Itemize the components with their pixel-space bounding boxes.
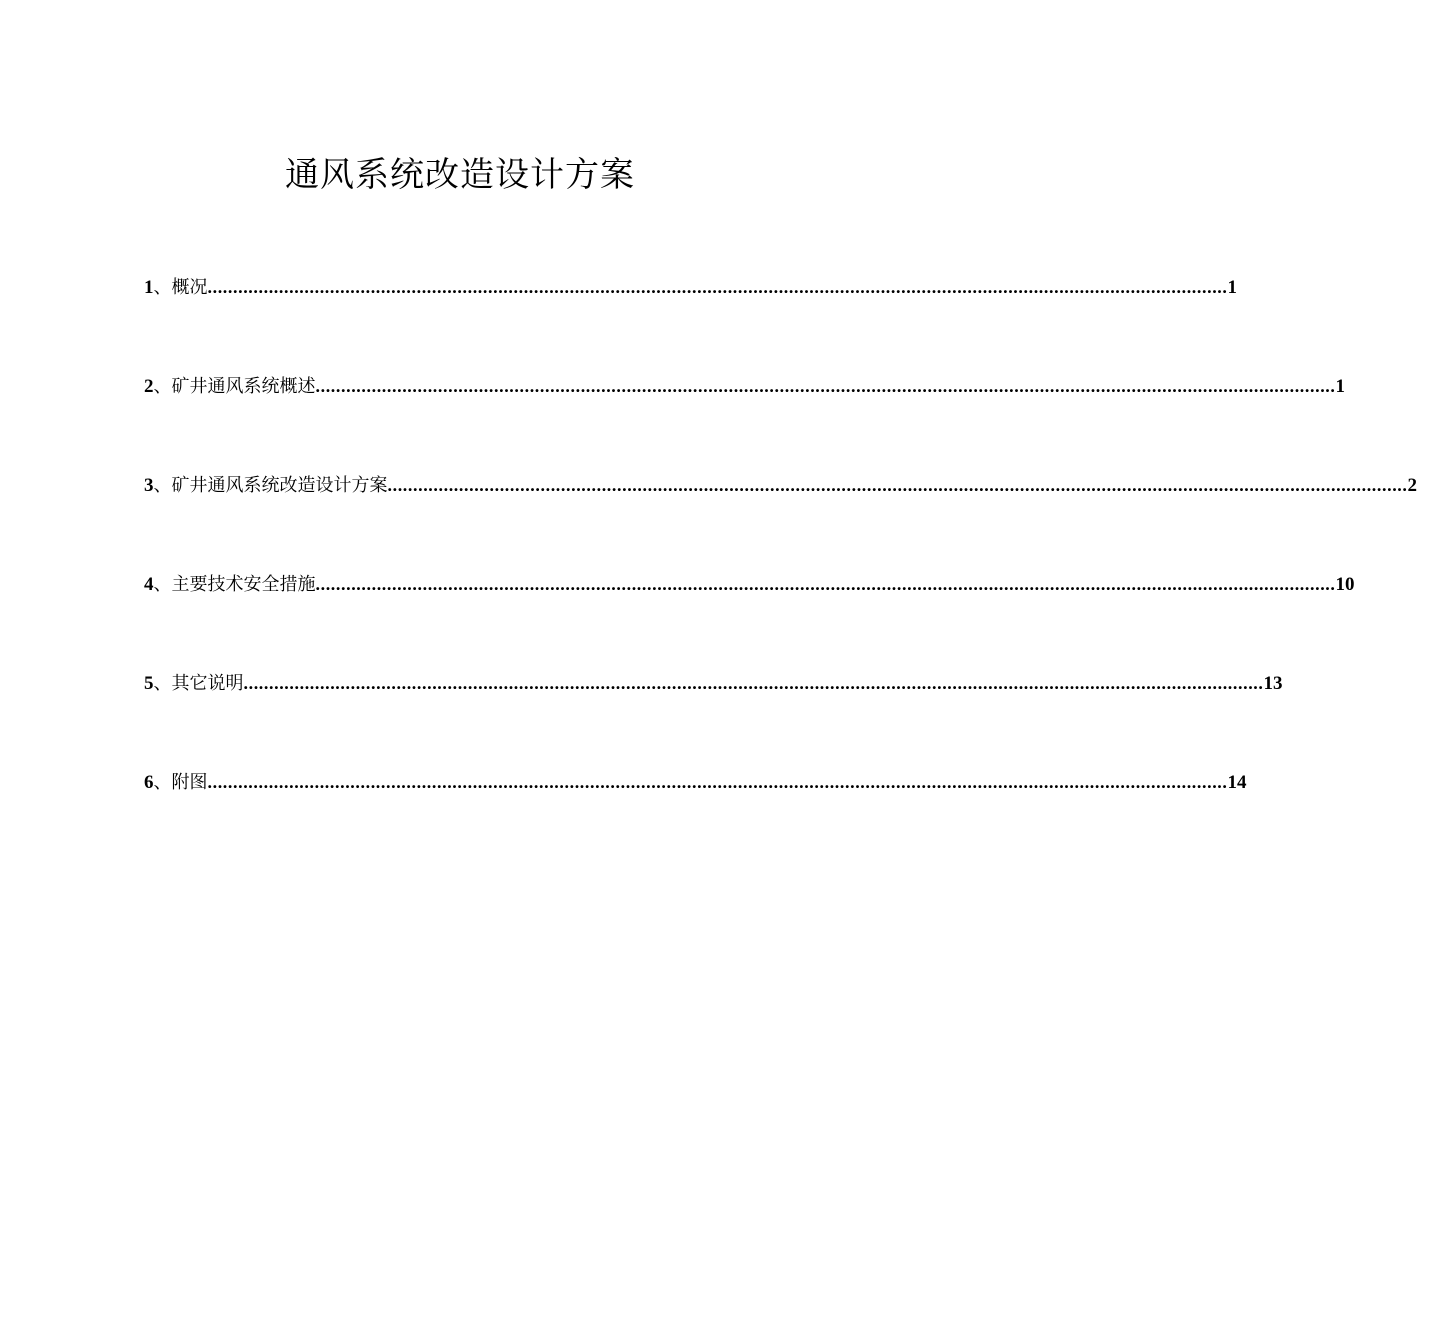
toc-dot-leader: ........................................................................................................................................................................................................	[243, 673, 1264, 693]
toc-entry-3[interactable]	[144, 470, 1417, 500]
toc-entry-number: 6	[144, 772, 154, 793]
toc-entry-number: 2	[144, 376, 154, 397]
toc-page-number: 1	[1227, 277, 1237, 298]
toc-entry-4[interactable]	[144, 569, 1355, 599]
toc-entry-2[interactable]	[144, 371, 1345, 401]
table-of-contents	[144, 272, 1417, 866]
toc-entry-separator: 、	[153, 277, 172, 298]
toc-dot-leader: ........................................................................................................................................................................................................	[315, 376, 1336, 396]
toc-dot-leader: ........................................................................................................................................................................................................	[387, 475, 1408, 495]
toc-page-number: 2	[1407, 475, 1417, 496]
toc-entry-number: 4	[144, 574, 154, 595]
toc-entry-separator: 、	[153, 673, 172, 694]
toc-dot-leader: ........................................................................................................................................................................................................	[207, 772, 1228, 792]
toc-entry-6[interactable]	[144, 767, 1247, 797]
toc-entry-label: 附图	[171, 772, 208, 793]
toc-page-number: 10	[1335, 574, 1355, 595]
toc-page-number: 14	[1227, 772, 1247, 793]
toc-dot-leader: ........................................................................................................................................................................................................	[207, 277, 1228, 297]
toc-dot-leader: ........................................................................................................................................................................................................	[315, 574, 1336, 594]
toc-entry-label: 矿井通风系统概述	[171, 376, 316, 397]
toc-entry-number: 5	[144, 673, 154, 694]
toc-page-number: 1	[1335, 376, 1345, 397]
toc-entry-1[interactable]	[144, 272, 1237, 302]
toc-entry-separator: 、	[153, 574, 172, 595]
toc-entry-separator: 、	[153, 376, 172, 397]
toc-page-number: 13	[1263, 673, 1283, 694]
toc-entry-number: 1	[144, 277, 154, 298]
toc-entry-label: 其它说明	[171, 673, 244, 694]
toc-entry-5[interactable]	[144, 668, 1283, 698]
toc-entry-label: 主要技术安全措施	[171, 574, 316, 595]
toc-entry-label: 概况	[171, 277, 208, 298]
toc-entry-separator: 、	[153, 772, 172, 793]
page-title: 通风系统改造设计方案	[285, 155, 635, 195]
toc-entry-number: 3	[144, 475, 154, 496]
toc-entry-label: 矿井通风系统改造设计方案	[171, 475, 388, 496]
toc-entry-separator: 、	[153, 475, 172, 496]
